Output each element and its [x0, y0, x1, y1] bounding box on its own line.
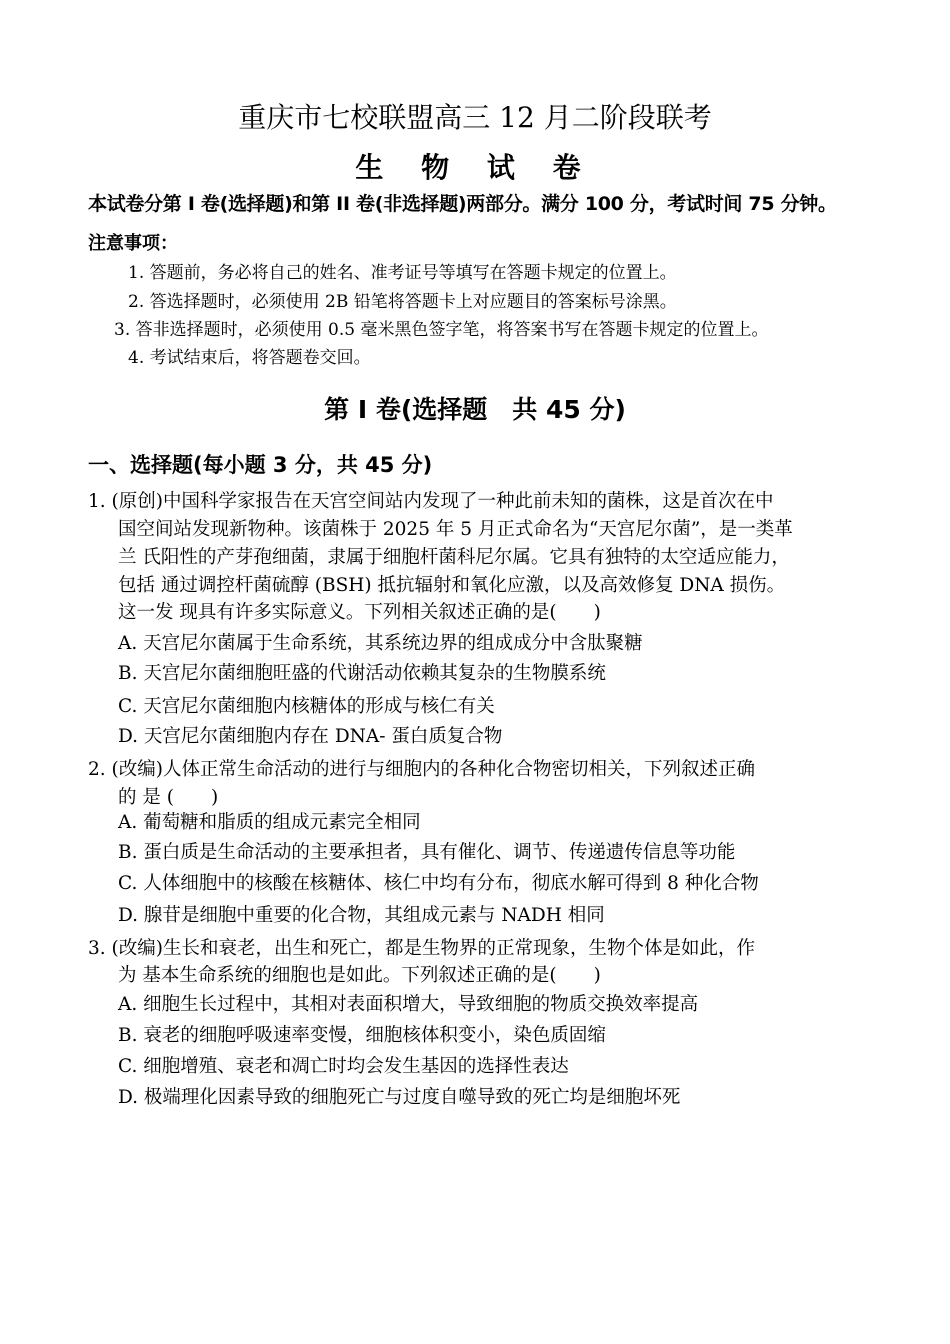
- question-line: 的 是 ( ): [118, 787, 219, 808]
- question-line: 1. (原创)中国科学家报告在天宫空间站内发现了一种此前未知的菌株，这是首次在中: [88, 491, 774, 512]
- notice-item: 4. 考试结束后，将答题卷交回。: [128, 348, 371, 368]
- exam-subtitle: 生 物 试 卷: [355, 151, 595, 184]
- option-d: D. 腺苷是细胞中重要的化合物，其组成元素与 NADH 相同: [118, 905, 605, 926]
- option-c: C. 人体细胞中的核酸在核糖体、核仁中均有分布，彻底水解可得到 8 种化合物: [118, 873, 759, 894]
- question-line: 兰 氏阳性的产芽孢细菌，隶属于细胞杆菌科尼尔属。它具有独特的太空适应能力，: [118, 547, 790, 568]
- exam-intro: 本试卷分第 I 卷(选择题)和第 II 卷(非选择题)两部分。满分 100 分，考试时间 75 分钟。: [88, 193, 837, 215]
- question-line: 包括 通过调控杆菌硫醇 (BSH) 抵抗辐射和氧化应激，以及高效修复 DNA 损伤。: [118, 575, 786, 596]
- option-a: A. 葡萄糖和脂质的组成元素完全相同: [118, 812, 421, 833]
- option-c: C. 细胞增殖、衰老和凋亡时均会发生基因的选择性表达: [118, 1056, 569, 1077]
- part-title: 一、选择题(每小题 3 分，共 45 分): [88, 453, 433, 477]
- option-d: D. 天宫尼尔菌细胞内存在 DNA- 蛋白质复合物: [118, 726, 503, 747]
- option-b: B. 天宫尼尔菌细胞旺盛的代谢活动依赖其复杂的生物膜系统: [118, 663, 606, 684]
- notice-item: 1. 答题前，务必将自己的姓名、准考证号等填写在答题卡规定的位置上。: [128, 263, 677, 283]
- option-c: C. 天宫尼尔菌细胞内核糖体的形成与核仁有关: [118, 696, 495, 717]
- question-line: 这一发 现具有许多实际意义。下列相关叙述正确的是( ): [118, 602, 601, 623]
- notice-item: 3. 答非选择题时，必须使用 0.5 毫米黑色签字笔，将答案书写在答题卡规定的位置上。: [114, 320, 769, 340]
- question-line: 国空间站发现新物种。该菌株于 2025 年 5 月正式命名为“天宫尼尔菌”，是一类革: [118, 519, 793, 540]
- question-line: 为 基本生命系统的细胞也是如此。下列叙述正确的是( ): [118, 965, 601, 986]
- notice-item: 2. 答选择题时，必须使用 2B 铅笔将答题卡上对应题目的答案标号涂黑。: [128, 292, 677, 312]
- question-line: 3. (改编)生长和衰老，出生和死亡，都是生物界的正常现象，生物个体是如此，作: [88, 938, 755, 959]
- notice-title: 注意事项：: [88, 233, 178, 254]
- section-title: 第 I 卷(选择题 共 45 分): [324, 395, 626, 424]
- option-b: B. 衰老的细胞呼吸速率变慢，细胞核体积变小，染色质固缩: [118, 1025, 606, 1046]
- option-d: D. 极端理化因素导致的细胞死亡与过度自噬导致的死亡均是细胞坏死: [118, 1087, 681, 1108]
- option-b: B. 蛋白质是生命活动的主要承担者，具有催化、调节、传递遗传信息等功能: [118, 842, 736, 863]
- exam-title: 重庆市七校联盟高三 12 月二阶段联考: [238, 101, 712, 134]
- question-line: 2. (改编)人体正常生命活动的进行与细胞内的各种化合物密切相关，下列叙述正确: [88, 759, 755, 780]
- option-a: A. 细胞生长过程中，其相对表面积增大，导致细胞的物质交换效率提高: [118, 994, 699, 1015]
- option-a: A. 天宫尼尔菌属于生命系统，其系统边界的组成成分中含肽聚糖: [118, 633, 643, 654]
